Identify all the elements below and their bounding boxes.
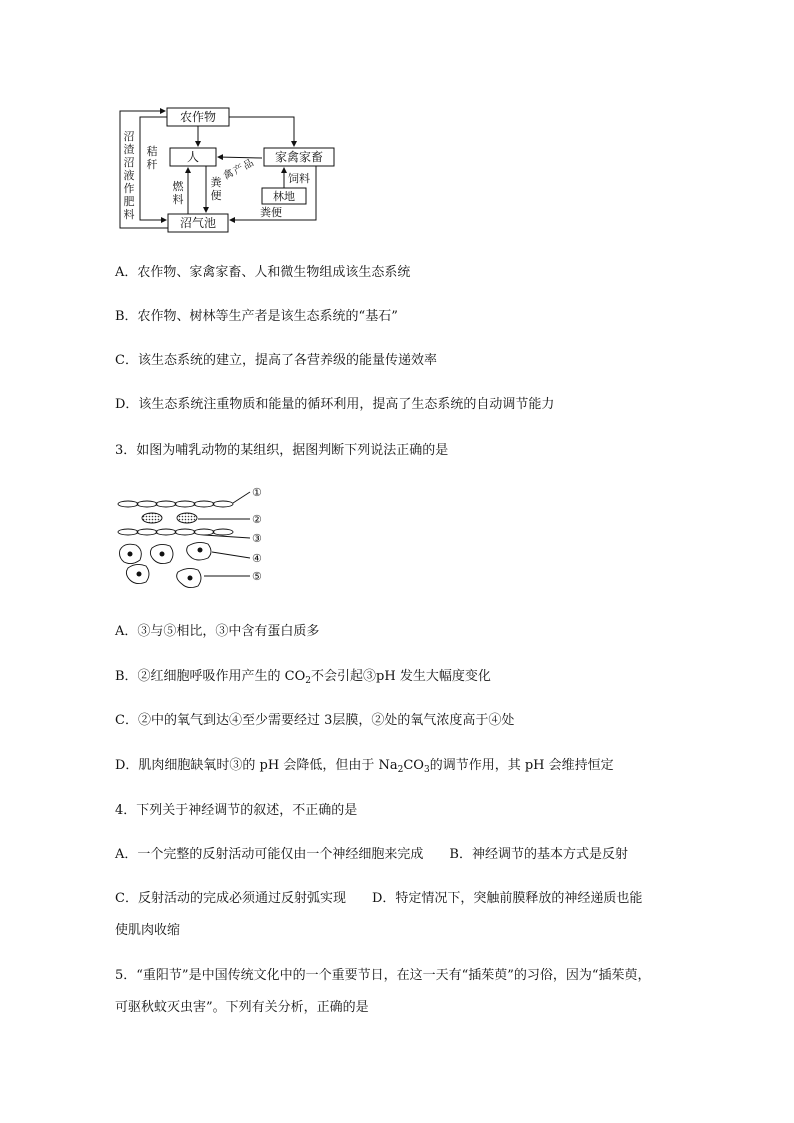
q5-stem-line-1: 5．“重阳节”是中国传统文化中的一个重要节日，在这一天有“插茱萸”的习俗，因为“插茱萸， bbox=[115, 968, 651, 983]
products-label-char: 品 bbox=[241, 157, 256, 173]
q3-option-c: C．②中的氧气到达④至少需要经过 3层膜，②处的氧气浓度高于④处 bbox=[115, 713, 515, 728]
left-label-char: 渣 bbox=[123, 143, 135, 156]
q3-option-b: B．②红细胞呼吸作用产生的 $CO_2$不会引起③pH 发生大幅度变化 bbox=[115, 669, 491, 686]
feces-label-2: 粪便 bbox=[260, 206, 282, 219]
products-label-char: 禽 bbox=[221, 167, 236, 183]
crops-label: 农作物 bbox=[179, 110, 217, 124]
left-label-char: 料 bbox=[123, 208, 135, 221]
q3-option-a: A．③与⑤相比，③中含有蛋白质多 bbox=[115, 624, 320, 639]
forest-label: 林地 bbox=[273, 190, 295, 203]
q2-option-d: D．该生态系统注重物质和能量的循环利用，提高了生态系统的自动调节能力 bbox=[115, 397, 555, 412]
left-label-char: 液 bbox=[123, 169, 135, 182]
feed-label: 饲料 bbox=[288, 172, 310, 185]
feces-label-char: 粪 bbox=[210, 176, 222, 189]
left-label-char: 沼 bbox=[123, 156, 135, 169]
tissue-label-2: ② bbox=[252, 513, 262, 526]
livestock-label: 家禽家畜 bbox=[274, 150, 324, 164]
fuel-label-char: 料 bbox=[172, 193, 184, 206]
q2-option-a: A．农作物、家禽家畜、人和微生物组成该生态系统 bbox=[115, 265, 411, 280]
q2-option-b: B．农作物、树林等生产者是该生态系统的“基石” bbox=[115, 309, 398, 324]
tissue-label-4: ④ bbox=[252, 552, 262, 565]
fuel-label-char: 燃 bbox=[172, 180, 184, 193]
biogas-pool-label: 沼气池 bbox=[179, 216, 217, 230]
q4-options-line-2: C．反射活动的完成必须通过反射弧实现 D．特定情况下，突触前膜释放的神经递质也能 bbox=[115, 891, 643, 906]
tissue-label-3: ③ bbox=[252, 532, 262, 545]
q4-options-line-1: A．一个完整的反射活动可能仅由一个神经细胞来完成 B．神经调节的基本方式是反射 bbox=[115, 847, 628, 862]
feces-label-char: 便 bbox=[210, 189, 222, 202]
products-label-char: 产 bbox=[231, 162, 246, 178]
left-label-char: 肥 bbox=[123, 195, 135, 208]
q3-stem: 3．如图为哺乳动物的某组织，据图判断下列说法正确的是 bbox=[115, 443, 449, 458]
straw-label-char: 秆 bbox=[146, 158, 158, 171]
q4-options-line-3: 使肌肉收缩 bbox=[115, 923, 181, 938]
q4-stem: 4．下列关于神经调节的叙述，不正确的是 bbox=[115, 803, 358, 818]
left-label-char: 沼 bbox=[123, 130, 135, 143]
straw-label-char: 秸 bbox=[146, 145, 158, 158]
left-label-char: 作 bbox=[123, 182, 135, 195]
people-label: 人 bbox=[186, 150, 200, 164]
q5-stem-line-2: 可驱秋蚊灭虫害”。下列有关分析，正确的是 bbox=[115, 1000, 369, 1015]
ecosystem-diagram bbox=[112, 100, 342, 238]
q2-option-c: C．该生态系统的建立，提高了各营养级的能量传递效率 bbox=[115, 353, 437, 368]
q3-option-d: D．肌肉细胞缺氧时③的 pH 会降低，但由于 $Na_2CO_3$的调节作用，其 pH 会维持恒定 bbox=[115, 758, 614, 775]
tissue-label-1: ① bbox=[252, 486, 262, 499]
tissue-label-5: ⑤ bbox=[252, 570, 262, 583]
tissue-diagram bbox=[112, 482, 282, 592]
